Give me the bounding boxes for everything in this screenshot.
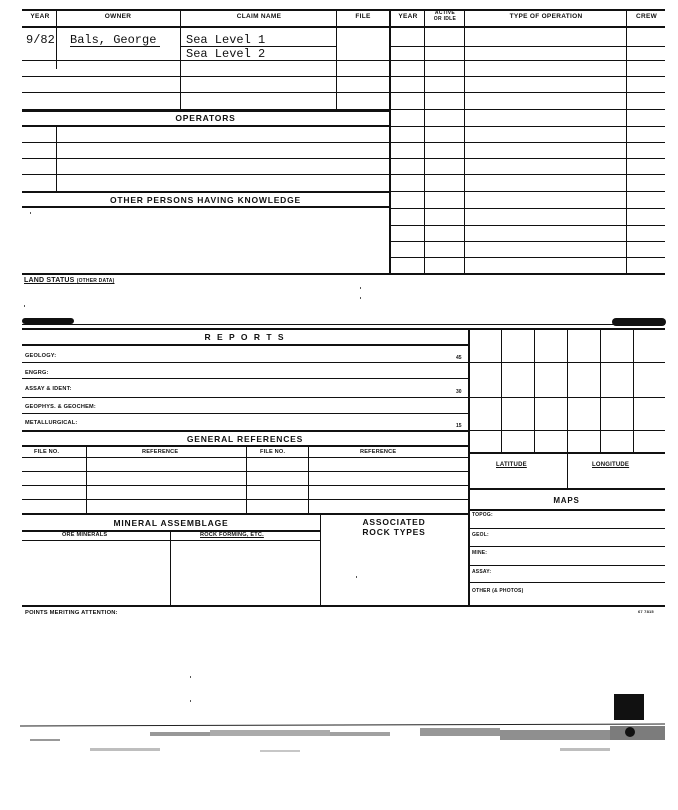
reports-row-geology: GEOLOGY:: [25, 353, 57, 359]
reports-row-geophys: GEOPHYS. & GEOCHEM:: [25, 404, 96, 410]
rock-types-label: ROCK TYPES: [362, 527, 426, 537]
ref-col-reference-1: REFERENCE: [142, 449, 179, 455]
header-year: YEAR: [30, 13, 50, 20]
points-meriting-attention: POINTS MERITING ATTENTION:: [25, 610, 118, 616]
ref-col-reference-2: REFERENCE: [360, 449, 397, 455]
reports-heading: R E P O R T S: [204, 332, 286, 342]
land-status-label: [24, 277, 114, 284]
header-or-idle-label: OR IDLE: [433, 16, 457, 22]
header-crew: CREW: [635, 13, 658, 20]
reports-row-metallurgical: METALLURGICAL:: [25, 420, 78, 426]
maps-row-other: OTHER (& PHOTOS): [472, 588, 524, 594]
maps-heading: MAPS: [553, 496, 580, 505]
mineral-col-rock-forming: ROCK FORMING, ETC.: [200, 532, 264, 538]
ref-col-file-no-1: FILE NO.: [34, 449, 60, 455]
entry-owner: Bals, George: [70, 33, 157, 47]
form-number: 67 7815: [638, 609, 654, 614]
maps-row-geol: GEOL:: [472, 532, 489, 538]
black-square-mark: [614, 694, 644, 720]
associated-rock-types-heading: [322, 517, 466, 537]
header-active-or-idle: [426, 10, 464, 22]
associated-label: ASSOCIATED: [362, 517, 426, 527]
maps-row-mine: MINE:: [472, 550, 488, 556]
entry-claim-2: Sea Level 2: [186, 47, 266, 61]
ref-col-file-no-2: FILE NO.: [260, 449, 286, 455]
header-type-of-operation: TYPE OF OPERATION: [509, 13, 583, 20]
maps-row-assay: ASSAY:: [472, 569, 492, 575]
scan-noise-strip: [0, 718, 678, 768]
operators-heading: OPERATORS: [175, 113, 236, 123]
grid-number-15: 15: [456, 423, 462, 429]
reports-row-engrg: ENGRG:: [25, 370, 49, 376]
reports-row-assay: ASSAY & IDENT:: [25, 386, 72, 392]
header-claim-name: CLAIM NAME: [236, 13, 282, 20]
grid-number-30: 30: [456, 389, 462, 395]
grid-number-45: 45: [456, 355, 462, 361]
mineral-col-ore: ORE MINERALS: [62, 532, 108, 538]
maps-row-topog: TOPOG:: [472, 512, 493, 518]
header-file: FILE: [355, 13, 371, 20]
entry-claim-1: Sea Level 1: [186, 33, 266, 47]
mineral-assemblage-heading: MINERAL ASSEMBLAGE: [113, 518, 229, 528]
latitude-label: LATITUDE: [496, 462, 527, 468]
land-status-subtitle: (OTHER DATA): [76, 278, 115, 284]
longitude-label: LONGITUDE: [592, 462, 630, 468]
general-references-heading: GENERAL REFERENCES: [186, 434, 304, 444]
entry-year: 9/82: [26, 33, 55, 47]
header-active-label: ACTIVE: [434, 10, 456, 16]
land-status-title: LAND STATUS: [24, 277, 75, 284]
other-persons-heading: OTHER PERSONS HAVING KNOWLEDGE: [109, 195, 302, 205]
header-year-2: YEAR: [398, 13, 418, 20]
header-owner: OWNER: [104, 13, 132, 20]
